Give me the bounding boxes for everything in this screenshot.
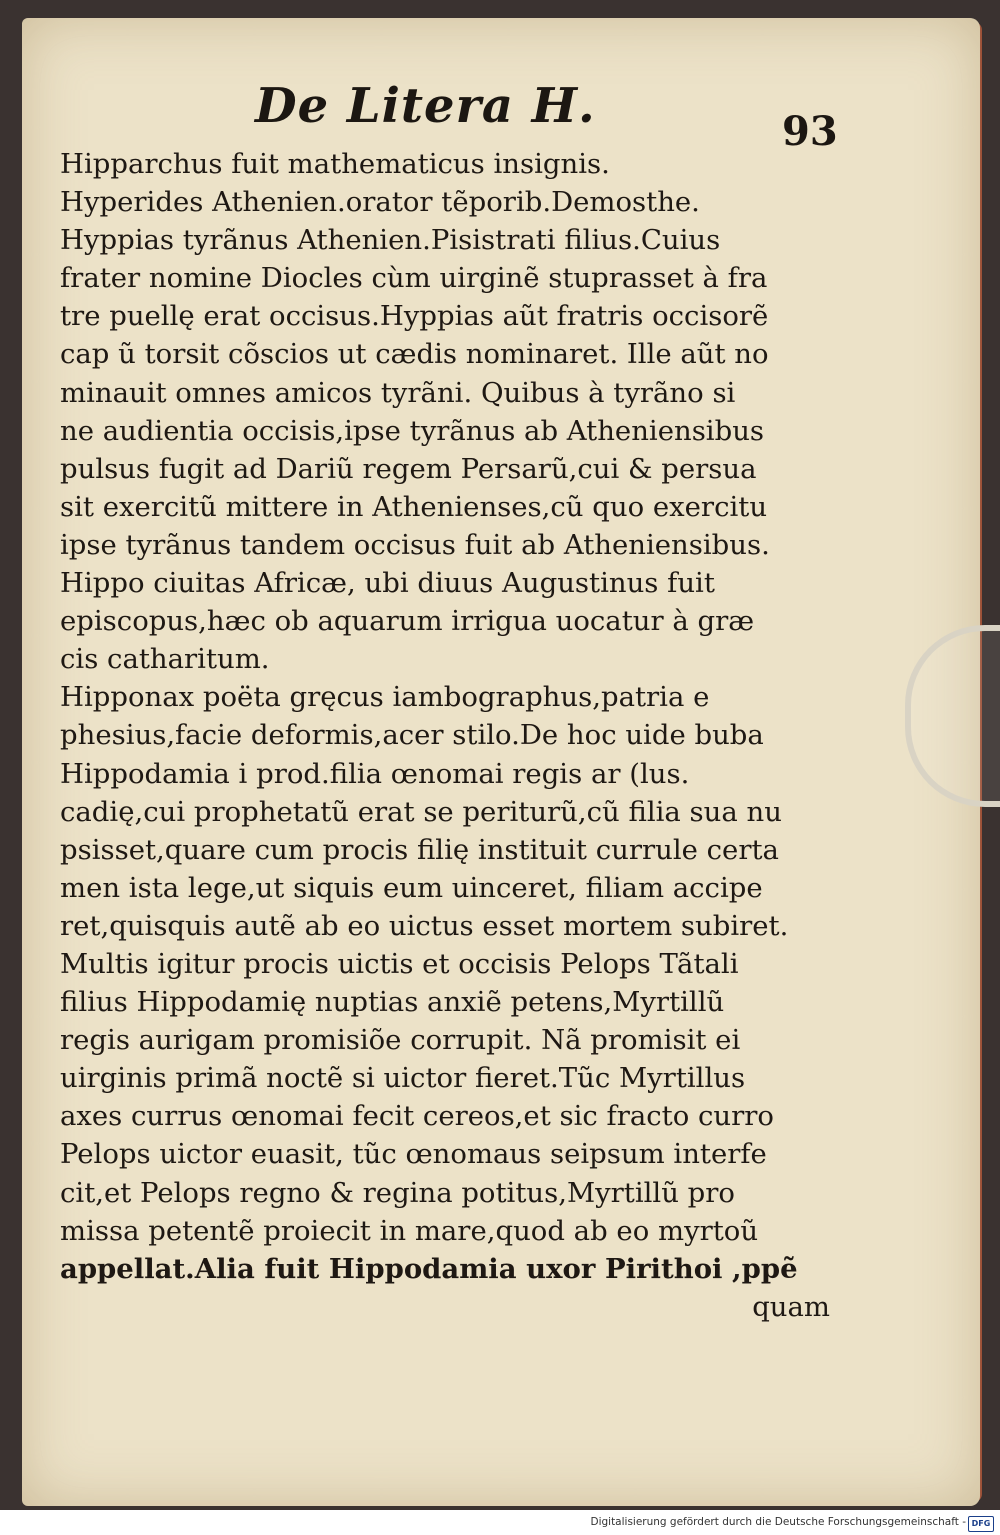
text-line: sit exercitũ mittere in Athenienses,cũ quo exercitu xyxy=(60,490,768,523)
text-line: regis aurigam promisiõe corrupit. Nã promisit ei xyxy=(60,1024,741,1057)
text-line: Pelops uictor euasit, tũc œnomaus seipsum interfe xyxy=(60,1138,767,1171)
text-line: Hippo ciuitas Africæ, ubi diuus Augustinus fuit xyxy=(60,567,715,600)
text-line: phesius,facie deformis,acer stilo.De hoc uide buba xyxy=(60,719,764,752)
dfg-logo-icon: DFG xyxy=(968,1516,994,1532)
text-line: Hipponax poëta gręcus iambographus,patria e xyxy=(60,681,710,714)
text-line: ipse tyrãnus tandem occisus fuit ab Atheniensibus. xyxy=(60,528,770,561)
text-line: Hippodamia i prod.filia œnomai regis ar (lus. xyxy=(60,757,690,790)
text-line: appellat.Alia fuit Hippodamia uxor Pirithoi ,ppẽ xyxy=(60,1252,798,1285)
text-line: ne audientia occisis,ipse tyrãnus ab Atheniensibus xyxy=(60,414,765,447)
text-line: men ista lege,ut siquis eum uinceret, filiam accipe xyxy=(60,871,763,904)
body-text xyxy=(60,145,830,1326)
text-line: cis catharitum. xyxy=(60,643,270,676)
text-line: Hyperides Athenien.orator tẽporib.Demosthe. xyxy=(60,186,700,219)
text-line: psisset,quare cum procis filię instituit currule certa xyxy=(60,833,779,866)
text-line: missa petentẽ proiecit in mare,quod ab eo myrtoũ xyxy=(60,1214,759,1247)
text-line: frater nomine Diocles cùm uirginẽ stuprasset à fra xyxy=(60,262,768,295)
text-line: Hyppias tyrãnus Athenien.Pisistrati filius.Cuius xyxy=(60,224,721,257)
text-line: tre puellę erat occisus.Hyppias aũt fratris occisorẽ xyxy=(60,300,769,333)
text-line: cadię,cui prophetatũ erat se periturũ,cũ filia sua nu xyxy=(60,795,782,828)
text-line: filius Hippodamię nuptias anxiẽ petens,Myrtillũ xyxy=(60,986,725,1019)
text-line: episcopus,hæc ob aquarum irrigua uocatur à græ xyxy=(60,605,755,638)
text-line: axes currus œnomai fecit cereos,et sic fracto curro xyxy=(60,1100,774,1133)
text-line: cit,et Pelops regno & regina potitus,Myrtillũ pro xyxy=(60,1176,735,1209)
text-line: cap ũ torsit cõscios ut cædis nominaret. Ille aũt no xyxy=(60,338,769,371)
text-line: uirginis primã noctẽ si uictor fieret.Tũc Myrtillus xyxy=(60,1062,746,1095)
text-line: ret,quisquis autẽ ab eo uictus esset mortem subiret. xyxy=(60,909,789,942)
catchword: quam xyxy=(752,1290,830,1323)
page-number: 93 xyxy=(782,108,838,155)
text-line: pulsus fugit ad Dariũ regem Persarũ,cui & persua xyxy=(60,452,757,485)
funding-note: Digitalisierung gefördert durch die Deutsche Forschungsgemeinschaft - xyxy=(590,1516,966,1528)
text-line: Multis igitur procis uictis et occisis Pelops Tãtali xyxy=(60,947,739,980)
text-line: Hipparchus fuit mathematicus insignis. xyxy=(60,148,610,180)
footer-bar xyxy=(0,1512,1000,1535)
text-line: minauit omnes amicos tyrãni. Quibus à tyrãno si xyxy=(60,376,736,409)
running-head: De Litera H. xyxy=(255,78,596,134)
